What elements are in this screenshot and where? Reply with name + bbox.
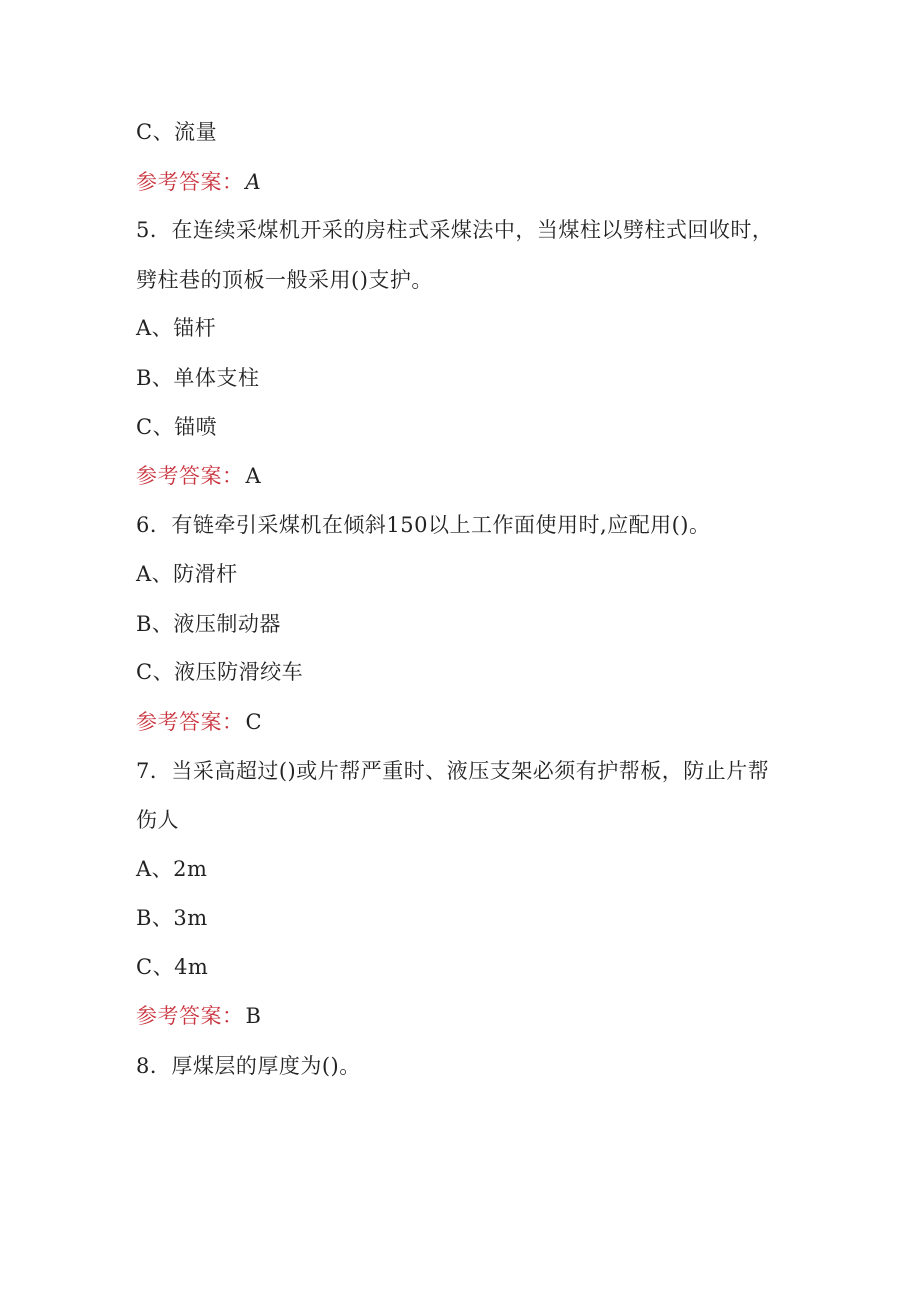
answer-line-q7 — [136, 1000, 261, 1032]
question-7-option-a: A、2m — [136, 857, 208, 881]
question-6-line-1: 6．有链牵引采煤机在倾斜150以上工作面使用时,应配用()。 — [136, 513, 711, 537]
answer-value: C — [245, 710, 263, 734]
question-8-line-1: 8．厚煤层的厚度为()。 — [136, 1054, 361, 1078]
question-7-line-1: 7．当采高超过()或片帮严重时、液压支架必须有护帮板，防止片帮 — [136, 759, 770, 783]
option-c-text: C、流量 — [136, 120, 218, 144]
answer-label: 参考答案： — [136, 464, 244, 488]
question-7-line-2: 伤人 — [136, 808, 179, 832]
question-7-option-b: B、3m — [136, 906, 208, 930]
question-6-option-c: C、液压防滑绞车 — [136, 660, 304, 684]
answer-label: 参考答案： — [136, 1004, 244, 1028]
answer-line-q5 — [136, 460, 261, 492]
answer-label: 参考答案： — [136, 710, 244, 734]
question-5-option-b: B、单体支柱 — [136, 366, 260, 390]
answer-line-q6 — [136, 706, 262, 738]
answer-line-q4 — [136, 166, 261, 198]
answer-value: B — [245, 1004, 262, 1028]
question-5-option-c: C、锚喷 — [136, 415, 218, 439]
question-6-option-a: A、防滑杆 — [136, 562, 238, 586]
question-5-line-1: 5．在连续采煤机开采的房柱式采煤法中，当煤柱以劈柱式回收时， — [136, 218, 774, 242]
question-5-option-a: A、锚杆 — [136, 316, 217, 340]
answer-value: A — [245, 170, 262, 194]
answer-value: A — [245, 464, 262, 488]
question-7-option-c: C、4m — [136, 955, 209, 979]
question-5-line-2: 劈柱巷的顶板一般采用()支护。 — [136, 268, 433, 292]
answer-label: 参考答案： — [136, 170, 244, 194]
question-6-option-b: B、液压制动器 — [136, 612, 281, 636]
